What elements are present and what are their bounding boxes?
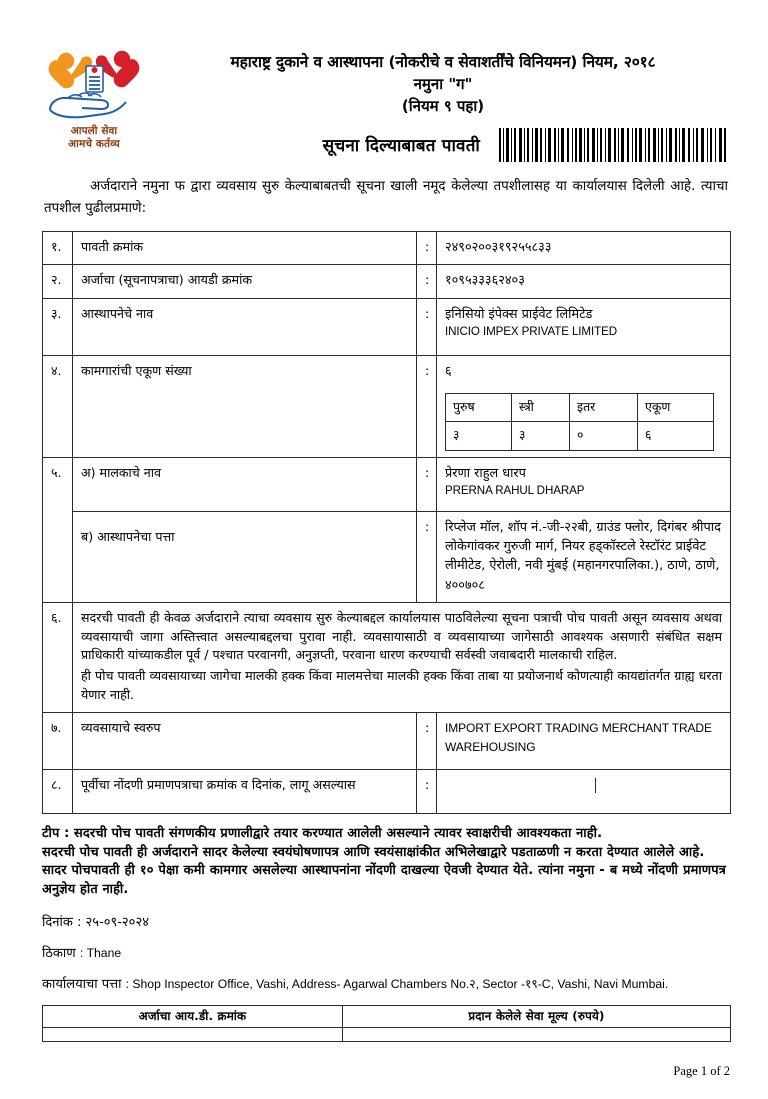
act-title: महाराष्ट्र दुकाने व आस्थापना (नोकरीचे व सेवाशर्तींचे विनियमन) नियम, २०१८ [230, 53, 656, 71]
row-colon: : [417, 511, 437, 602]
date-value: : २५-०९-२०२४ [76, 915, 149, 931]
table-row [43, 602, 731, 712]
row-colon: : [417, 457, 437, 511]
receipt-number-value: २४९०२००३१९२५५८३३ [445, 240, 552, 256]
worker-value-row [446, 422, 714, 451]
row-label: कामगारांची एकूण संख्या [73, 355, 417, 457]
barcode-icon [498, 128, 726, 162]
row-number: ३. [43, 298, 73, 355]
office-address-line [42, 974, 730, 992]
row-colon: : [417, 232, 437, 265]
table-row [43, 511, 731, 602]
row-number: ८. [43, 769, 73, 813]
header-title-block [156, 40, 730, 162]
row-label: व्यवसायाचे स्वरुप [73, 713, 417, 770]
place-line [42, 943, 730, 961]
table-row [43, 298, 731, 355]
row-number: ६. [43, 602, 73, 712]
table-row [43, 355, 731, 457]
owner-name-marathi: प्रेरणा राहुल धारप [445, 465, 526, 481]
note-block [42, 825, 730, 899]
meta-block [42, 912, 730, 992]
note-line-3: सादर पोचपावती ही १० पेक्षा कमी कामगार असलेल्या आस्थापनांना नोंदणी दाखल्या ऐवजी देण्यात येते. त्यांना नमुना - ब मध्ये नोंदणी प्रमाणपत्र अनुज्ञेय होत नाही. [42, 863, 726, 897]
fee-value-service-value [343, 1028, 731, 1042]
application-id-value: १०९५३३३६२४०३ [445, 273, 525, 289]
row-colon: : [417, 265, 437, 298]
intro-paragraph [42, 176, 730, 219]
row-label: आस्थापनेचे नाव [73, 298, 417, 355]
disclaimer-paragraph-1: सदरची पावती ही केवळ अर्जदाराने त्याचा व्यवसाय सुरु केल्याबद्दल कार्यालयास पाठविलेल्या सूचना पत्राची पोच पावती असून व्यवसाय अथवा व्यवसायाची जागा अस्तित्त्वात असल्याबद्दलचा पुरावा नाही. व्यवसायासाठी व व्यवसायाच्या जागेसाठी आवश्यक असणारी संबंधित सक्षम प्राधिकारी यांच्याकडील पूर्व / पश्चात परवानगी, अनुज्ञप्ती, परवाना धारण करण्याची सर्वस्वी जवाबदारी मालकाची राहिल. [81, 609, 722, 663]
place-label: ठिकाण [42, 946, 76, 962]
worker-value-female: ३ [512, 422, 570, 451]
row-number: २. [43, 265, 73, 298]
logo-caption-line1: आपली सेवा [70, 125, 118, 137]
owner-name-english: PRERNA RAHUL DHARAP [445, 484, 585, 498]
row-label: अर्जाचा (सूचनापत्राचा) आयडी क्रमांक [73, 265, 417, 298]
aaple-seva-logo [42, 40, 146, 151]
office-address-label: कार्यालयाचा पत्ता [42, 977, 122, 993]
row-colon: : [417, 355, 437, 457]
note-line-2: सदरची पोच पावती ही अर्जदाराने सादर केलेल्या स्वयंघोषणापत्र आणि स्वयंसाक्षांकीत अभिलेखाद्वारे पडताळणी न करता देण्यात आलेले आहे. [42, 844, 705, 860]
fee-table [42, 1005, 731, 1042]
page-number: Page 1 of 2 [673, 1064, 730, 1078]
row-number: ७. [43, 713, 73, 770]
intro-text: अर्जदाराने नमुना फ द्वारा व्यवसाय सुरु केल्याबाबतची सूचना खाली नमूद केलेल्या तपशीलासह या कार्यालयास दिलेली आहे. त्याचा तपशील पुढीलप्रमाणे: [44, 178, 728, 216]
row-number: ४. [43, 355, 73, 457]
row-colon: : [417, 713, 437, 770]
worker-breakdown-table [445, 393, 714, 451]
worker-value-other: ० [570, 422, 638, 451]
rule-reference: (नियम ९ पहा) [401, 97, 485, 116]
disclaimer-cell [73, 602, 731, 712]
fee-header-service-value: प्रदान केलेले सेवा मूल्य (रुपये) [343, 1006, 731, 1028]
table-row [43, 265, 731, 298]
note-line-1: टीप : सदरची पोच पावती संगणकीय प्रणालीद्वारे तयार करण्यात आलेली असल्याने त्यावर स्वाक्षरीची आवश्यकता नाही. [42, 825, 603, 841]
worker-value-total: ६ [638, 422, 714, 451]
document-header [42, 40, 730, 162]
worker-header-female: स्त्री [512, 393, 570, 422]
office-address-value: : Shop Inspector Office, Vashi, Address- Agarwal Chambers No.२, Sector -१९-C, Vashi, Navi Mumbai. [125, 977, 669, 992]
table-row [43, 713, 731, 770]
row-colon: : [417, 769, 437, 813]
date-line [42, 912, 730, 930]
previous-registration-value-cell[interactable] [437, 769, 731, 813]
row-label: अ) मालकाचे नाव [73, 457, 417, 511]
row-number: ५. [43, 457, 73, 602]
total-workers-value: ६ [445, 363, 452, 379]
worker-header-row [446, 393, 714, 422]
table-row [43, 232, 731, 265]
row-label: पावती क्रमांक [73, 232, 417, 265]
business-nature-value: IMPORT EXPORT TRADING MERCHANT TRADE WAREHOUSING [445, 721, 712, 755]
fee-value-application-id [43, 1028, 343, 1042]
details-table [42, 231, 731, 814]
fee-header-row [43, 1006, 731, 1028]
worker-value-male: ३ [446, 422, 512, 451]
table-row [43, 457, 731, 511]
date-label: दिनांक [42, 915, 73, 931]
logo-artwork-icon [42, 44, 146, 124]
worker-header-male: पुरुष [446, 393, 512, 422]
establishment-name-marathi: इनिसियो इंपेक्स प्राईवेट लिमिटेड [445, 306, 593, 322]
establishment-name-english: INICIO IMPEX PRIVATE LIMITED [445, 324, 617, 338]
receipt-title: सूचना दिल्याबाबत पावती [322, 136, 480, 157]
fee-header-application-id: अर्जाचा आय.डी. क्रमांक [43, 1006, 343, 1028]
form-name: नमुना "ग" [413, 74, 473, 93]
fee-value-row [43, 1028, 731, 1042]
logo-caption-line2: आमचे कर्तव्य [68, 137, 120, 150]
table-row [43, 769, 731, 813]
worker-header-other: इतर [570, 393, 638, 422]
row-label: पूर्वीचा नोंदणी प्रमाणपत्राचा क्रमांक व दिनांक, लागू असल्यास [73, 769, 417, 813]
text-cursor-icon [595, 778, 596, 793]
row-number: १. [43, 232, 73, 265]
establishment-address-value: रिप्लेज मॉल, शॉप नं.-जी-२२बी, ग्राउंड फ्लोर, दिगंबर श्रीपाद लोकेगांवकर गुरुजी मार्ग, नियर हड्कॉस्टले रेस्टॉरंट प्राईवेट लीमीटेड, ऐरोली, नवी मुंबई (महानगरपालिका.), ठाणे, ठाणे, ४००७०८ [445, 519, 721, 593]
worker-header-total: एकूण [638, 393, 714, 422]
row-label: ब) आस्थापनेचा पत्ता [73, 511, 417, 602]
disclaimer-paragraph-2: ही पोच पावती व्यवसायाच्या जागेचा मालकी हक्क किंवा मालमत्तेचा मालकी हक्क किंवा ताबा या प्रयोजनार्थ कोणत्याही कायद्यांतर्गत ग्राह्य धरता येणार नाही. [81, 668, 722, 703]
row-colon: : [417, 298, 437, 355]
receipt-title-band [156, 128, 730, 162]
place-value: : Thane [79, 946, 122, 961]
